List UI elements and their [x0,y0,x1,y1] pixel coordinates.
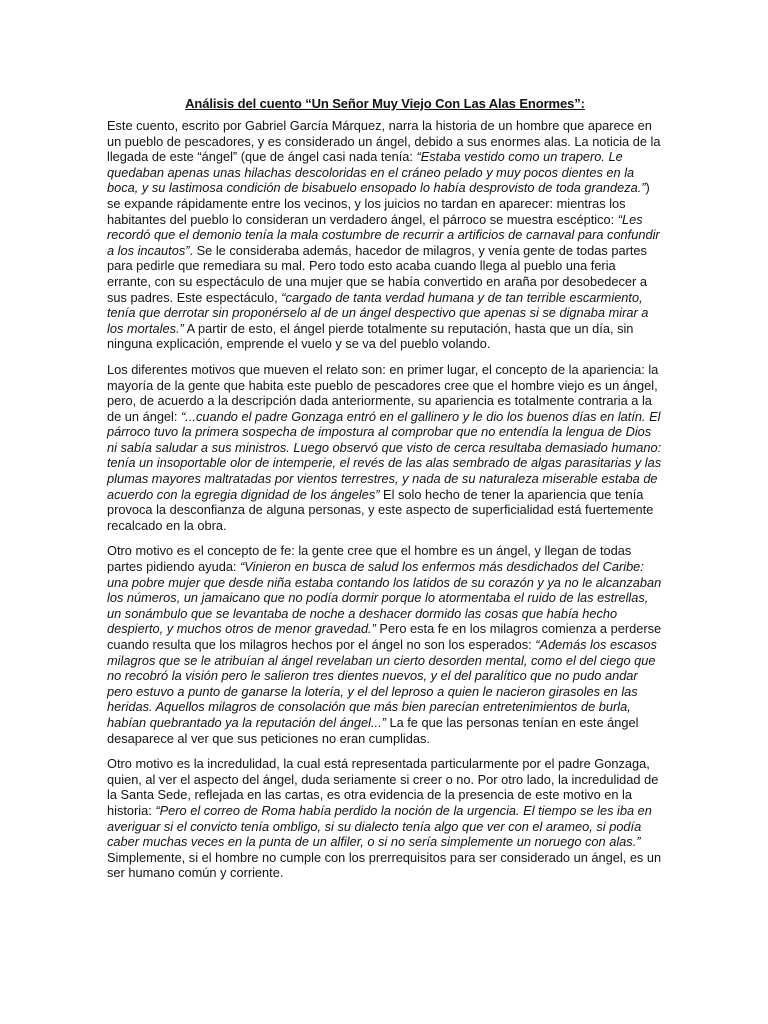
paragraph-text: Este cuento, escrito por Gabriel García Márquez, narra la historia de un hombre que aparece en un pueblo de pescadores, y es considerado un ángel, debido a sus enormes alas. La noticia de la llegada de este “ángel” (que de ángel casi nada tenía: [107,118,661,165]
paragraph-text: Pero esta fe en los milagros comienza a perderse cuando resulta que los milagros hechos por el ángel no son los esperados: [107,621,662,652]
quote-text: “Además los escasos milagros que se le atribuían al ángel revelaban un cierto desorden mental, como el del ciego que no recobró la visión pero le salieron tres dientes nuevos, y el del paralítico que no pudo andar pero estuvo a punto de ganarse la lotería, y el del leproso a quien le nacieron girasoles en las heridas. Aquellos milagros de consolación que más bien parecían entretenimientos de burla, habían quebrantado ya la reputación del ángel...” [107,637,657,730]
quote-text: “cargado de tanta verdad humana y de tan terrible escarmiento, tenía que derrotar sin proponérselo al de un ángel despectivo que apenas si se dignaba mirar a los mortales.” [107,289,649,336]
quote-text: “...cuando el padre Gonzaga entró en el gallinero y le dio los buenos días en latín. El párroco tuvo la primera sospecha de impostura al comprobar que no entendía la lengua de Dios ni sabía saludar a sus ministros. Luego observó que visto de cerca resultaba demasiado humano: tenía un insoportable olor de intemperie, el revés de las alas sembrado de algas parasitarias y las plumas mayores maltratadas por vientos terrestres, y nada de su naturaleza miserable estaba de acuerdo con la egregia dignidad de los ángeles” [107,408,662,502]
paragraph-text: La fe que las personas tenían en este ángel desaparece al ver que sus peticiones no eran cumplidas. [107,714,639,746]
quote-text: “Les recordó que el demonio tenía la mala costumbre de recurrir a artificios de carnaval para confundir a los incautos” [107,211,660,258]
paragraph-text: Simplemente, si el hombre no cumple con los prerrequisitos para ser considerado un ángel, es un ser humano común y corriente. [107,849,662,881]
paragraph-text: Otro motivo es la incredulidad, la cual está representada particularmente por el padre Gonzaga, quien, al ver el aspecto del ángel, duda seriamente si creer o no. Por otro lado, la incredulidad de la Santa Sede, reflejada en las cartas, es otra evidencia de la presencia de este motivo en la historia: [107,756,659,818]
quote-text: “Pero el correo de Roma había perdido la noción de la urgencia. El tiempo se les iba en averiguar si el convicto tenía ombligo, si su dialecto tenía algo que ver con el arameo, si podía caber muchas veces en la punta de un alfiler, o si no sería simplemente un noruego con alas.” [107,802,652,850]
paragraph-appearance [107,362,663,534]
quote-text: “Vinieron en busca de salud los enfermos más desdichados del Caribe: una pobre mujer que desde niña estaba contando los latidos de su corazón y ya no le alcanzaban los números, un jamaicano que no podía dormir porque lo atormentaba el ruido de las estrellas, un sonámbulo que se levantaba de noche a deshacer dormido las cosas que había hecho despierto, y muchos otros de menor gravedad.” [107,559,662,637]
paragraph-text: El solo hecho de tener la apariencia que tenía provoca la desconfianza de alguna personas, y este aspecto de superficialidad está fuertemente recalcado en la obra. [107,486,654,533]
document-page [107,96,663,891]
paragraph-text: Los diferentes motivos que mueven el relato son: en primer lugar, el concepto de la apariencia: la mayoría de la gente que habita este pueblo de pescadores cree que el hombre viejo es un ángel, pero, de acuerdo a la descripción dada anteriormente, su apariencia es totalmente contraria a la de un ángel: [107,361,659,424]
document-title: Análisis del cuento “Un Señor Muy Viejo Con Las Alas Enormes”: [185,96,585,111]
paragraph-text: A partir de esto, el ángel pierde totalmente su reputación, hasta que un día, sin ninguna explicación, emprende el vuelo y se va del pueblo volando. [107,320,634,352]
paragraph-faith [107,543,663,746]
paragraph-disbelief [107,756,663,881]
quote-text: “Estaba vestido como un trapero. Le quedaban apenas unas hilachas descoloridas en el cráneo pelado y muy pocos dientes en la boca, y su lastimosa condición de bisabuelo ensopado lo había desprovisto de toda grandeza.” [107,149,646,196]
paragraph-summary [107,118,663,352]
paragraph-text: . Se le consideraba además, hacedor de milagros, y venía gente de todas partes para pedirle que remediara su mal. Pero todo esto acaba cuando llega al pueblo una feria errante, con su espectáculo de una mujer que se había convertido en araña por desobedecer a sus padres. Este espectáculo, [107,242,647,305]
paragraph-text: Otro motivo es el concepto de fe: la gente cree que el hombre es un ángel, y llegan de todas partes pidiendo ayuda: [107,543,632,575]
paragraph-text: ) se expande rápidamente entre los vecinos, y los juicios no tardan en aparecer: mientras los habitantes del pueblo lo consideran un verdadero ángel, el párroco se muestra escéptico: [107,180,650,227]
